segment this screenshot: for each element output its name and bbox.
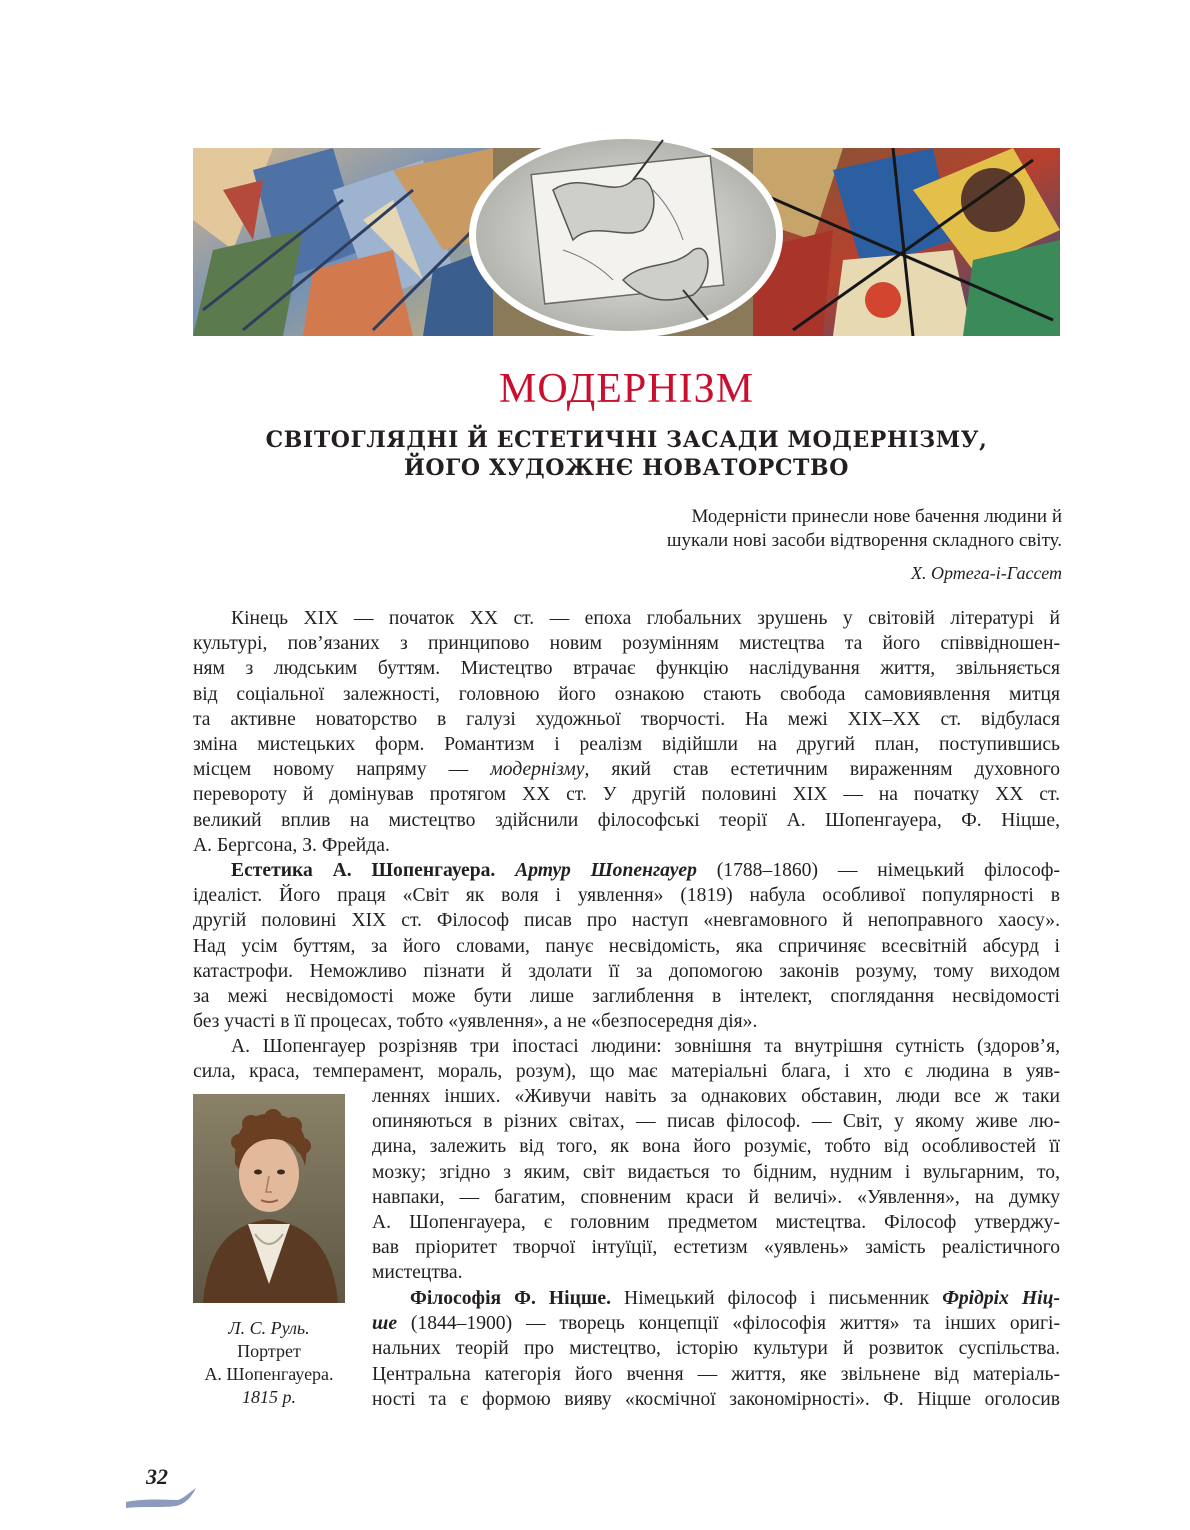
term-modernism: модернізму	[490, 759, 585, 781]
left-painting	[193, 148, 513, 336]
text-line: Центральна категорія його вчення — життя, яке звільнене від матеріаль-	[372, 1363, 1060, 1385]
paragraph-intro	[193, 606, 1060, 858]
text-line: А. Шопенгауера, є головним предметом мистецтва. Філософ утверджу-	[372, 1212, 1060, 1234]
paragraph-hypostases	[193, 1034, 1060, 1084]
text-line: другій половині XIX ст. Філософ писав про наступ «невгамовного й непоправного хаосу».	[193, 910, 1060, 932]
page-number: 32	[146, 1464, 168, 1489]
text-line	[372, 1286, 1060, 1311]
chapter-subtitle	[193, 426, 1060, 482]
subtitle-line-2: ЙОГО ХУДОЖНЄ НОВАТОРСТВО	[403, 455, 849, 481]
epigraph	[562, 505, 1062, 585]
epigraph-line-2: шукали нові засоби відтворення складного світу.	[666, 530, 1062, 551]
text-line: за межі несвідомості може бути лише заглиблення в інтелект, споглядання несвідомості	[193, 986, 1060, 1008]
caption-year: 1815 р.	[242, 1387, 296, 1407]
text-line: та активне новаторство в галузі художньої творчості. На межі XIX–XX ст. відбулася	[193, 708, 1060, 730]
text-line	[193, 757, 1060, 782]
text-fragment: (1844–1900) — творець концепції «філософія життя» та інших оригі-	[397, 1313, 1060, 1335]
caption-artist: Л. С. Руль.	[228, 1318, 310, 1338]
person-name: Артур Шопенгауер	[515, 860, 697, 881]
epigraph-author: Х. Ортега-і-Гассет	[910, 563, 1062, 583]
text-line: ності та є формою вияву «космічної закономірності». Ф. Ніцше оголосив	[372, 1388, 1060, 1410]
portrait-caption	[193, 1317, 345, 1409]
text-line: перевороту й домінував протягом XX ст. У другій половині XIX — на початку XX ст.	[193, 784, 1060, 806]
chapter-title: МОДЕРНІЗМ	[499, 366, 754, 412]
paragraph-nietzsche	[372, 1286, 1060, 1412]
text-line: дина, залежить від того, як вона його розуміє, тобто від особливостей її	[372, 1136, 1060, 1158]
text-line: опиняються в різних світах, — писав філософ. — Світ, у якому живе лю-	[372, 1111, 1060, 1133]
schopenhauer-portrait	[193, 1094, 345, 1303]
caption-title: Портрет	[237, 1341, 301, 1361]
text-line: Над усім буттям, за його словами, панує несвідомість, яка спричиняє всесвітній абсурд і	[193, 935, 1060, 957]
text-line: А. Шопенгауер розрізняв три іпостасі людини: зовнішня та внутрішня сутність (здоров’я,	[231, 1036, 1060, 1057]
text-line: від соціальної залежності, головною його ознакою стають свобода самовиявлення митця	[193, 683, 1060, 705]
paragraph-schopenhauer	[193, 858, 1060, 1034]
text-line: катастрофи. Неможливо пізнати й здолати її за допомогою законів розуму, тому виходом	[193, 960, 1060, 982]
section-heading: Естетика А. Шопенгауера.	[231, 860, 496, 881]
text-fragment: (1788–1860) — німецький філософ-	[696, 860, 1060, 881]
section-heading: Філософія Ф. Ніцше.	[410, 1288, 612, 1309]
text-line: без участі в її процесах, тобто «уявлення», а не «безпосередня дія».	[193, 1011, 758, 1033]
subtitle-line-1: СВІТОГЛЯДНІ Й ЕСТЕТИЧНІ ЗАСАДИ МОДЕРНІЗМУ,	[265, 427, 988, 453]
text-line: ідеаліст. Його праця «Світ як воля і уявлення» (1819) набула особливої популярності в	[193, 885, 1060, 907]
text-line	[372, 1311, 1060, 1336]
text-line	[193, 858, 1060, 883]
page-swoosh-ornament	[126, 1488, 198, 1517]
text-fragment: , який став естетичним вираженням духовного	[584, 759, 1060, 781]
text-fragment: Німецький філософ і письменник	[611, 1288, 943, 1309]
text-line: А. Бергсона, З. Фрейда.	[193, 834, 390, 856]
epigraph-line-1: Модерністи принесли нове бачення людини й	[691, 506, 1062, 527]
drawing-hands-engraving	[469, 132, 783, 336]
header-banner	[193, 130, 1060, 336]
text-line: великий вплив на мистецтво здійснили філософські теорії А. Шопенгауера, Ф. Ніцше,	[193, 809, 1060, 831]
text-line: ням з людським буттям. Мистецтво втрачає функцію наслідування життя, звільняється	[193, 658, 1060, 680]
text-line: сила, краса, темперамент, мораль, розум), що має матеріальні блага, і хто є людина в уяв-	[193, 1061, 1060, 1083]
person-name: ше	[372, 1313, 398, 1335]
text-line: культурі, пов’язаних з принципово новим розумінням мистецтва та його співвідношен-	[193, 633, 1060, 655]
paragraph-hypostases-continued	[372, 1084, 1060, 1286]
text-line: мозку; згідно з яким, світ видається то бідним, нудним і вульгарним, то,	[372, 1161, 1060, 1183]
text-line: вав пріоритет творчої інтуїції, естетизм «уявлень» замість реалістичного	[372, 1237, 1060, 1259]
text-line: навпаки, — багатим, сповненим краси й величі». «Уявлення», на думку	[372, 1186, 1060, 1208]
text-line: леннях інших. «Живучи навіть за однакових обставин, люди все ж таки	[372, 1086, 1060, 1107]
caption-subject: А. Шопенгауера.	[204, 1364, 334, 1384]
text-line: нальних теорій про мистецтво, історію культури й розвиток суспільства.	[372, 1338, 1060, 1360]
text-line: мистецтва.	[372, 1262, 463, 1284]
text-line: Кінець XIX — початок XX ст. — епоха глобальних зрушень у світовій літературі й	[231, 608, 1060, 629]
text-fragment: місцем новому напряму —	[193, 759, 491, 781]
person-name: Фрідріх Ніц-	[942, 1288, 1060, 1309]
text-line: зміна мистецьких форм. Романтизм і реалізм відійшли на другий план, поступившись	[193, 734, 1060, 756]
